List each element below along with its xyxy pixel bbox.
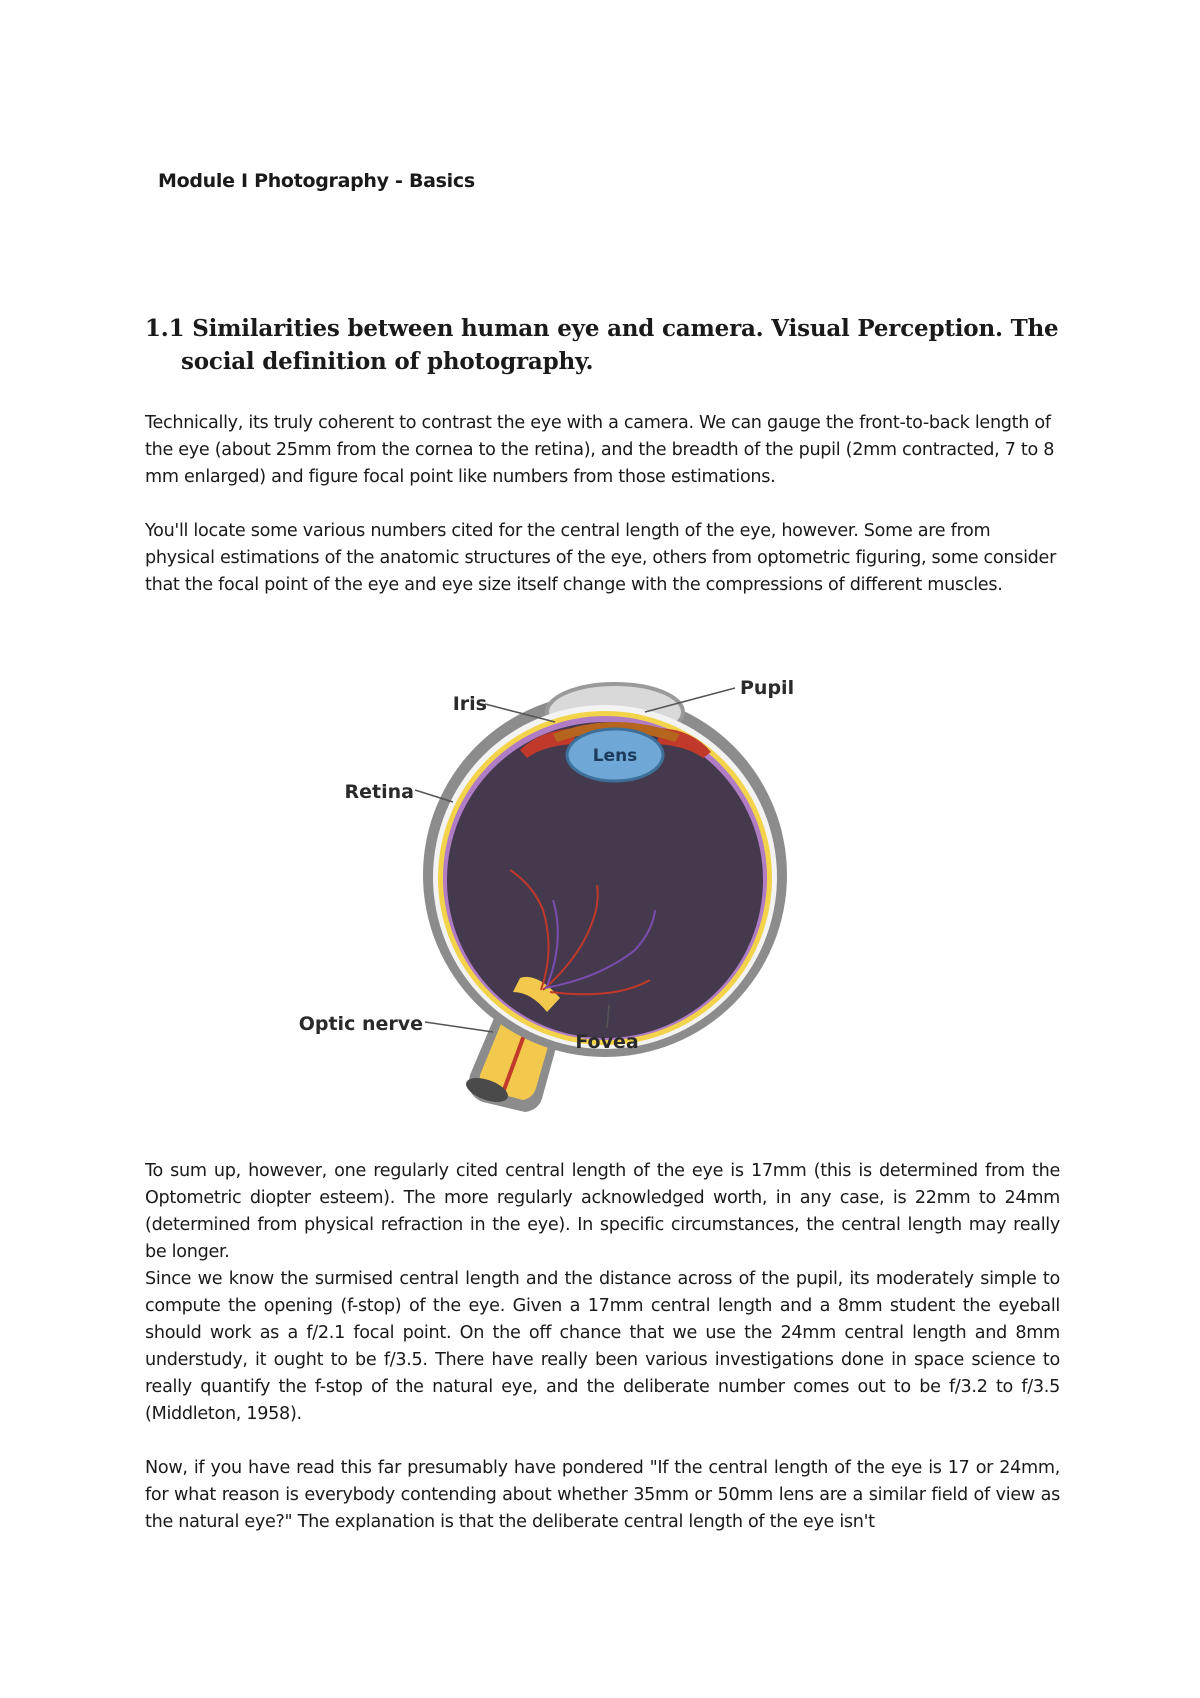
- lens-label: Lens: [592, 746, 638, 766]
- paragraph-f-stop: Since we know the surmised central length and the distance across of the pupil, its moderately simple to compute the opening (f-stop) of the eye. Given a 17mm central length and a 8mm student the eyeball should work as a f/2.1 focal point. On the off chance that we use the 24mm central length and 8mm understudy, it ought to be f/3.5. There have really been various investigations done in space science to really quantify the f-stop of the natural eye, and the deliberate number comes out to be f/3.2 to f/3.5 (Middleton, 1958).: [145, 1269, 1060, 1424]
- module-title: Module I Photography - Basics: [158, 170, 475, 192]
- optic-nerve-leader: [425, 1022, 493, 1032]
- paragraph-field-of-view: Now, if you have read this far presumably have pondered "If the central length of the eye is 17 or 24mm, for what reason is everybody contending about whether 35mm or 50mm lens are a similar field of view as the natural eye?" The explanation is that the deliberate central length of the eye isn't: [145, 1458, 1060, 1532]
- paragraph-eye-measurements: Technically, its truly coherent to contrast the eye with a camera. We can gauge the front-to-back length of the eye (about 25mm from the cornea to the retina), and the breadth of the pupil (2mm contracted, 7 to 8 mm enlarged) and figure focal point like numbers from those estimations.: [145, 413, 1055, 487]
- retina-label: Retina: [344, 781, 414, 803]
- optic-nerve-label: Optic nerve: [298, 1013, 423, 1035]
- focal-length-summary: [145, 1158, 1060, 1428]
- section-heading: 1.1 Similarities between human eye and camera. Visual Perception. The social definition of photography.: [145, 315, 1059, 375]
- eye-anatomy-diagram: [298, 660, 835, 1135]
- fovea-label: Fovea: [575, 1031, 639, 1053]
- pupil-label: Pupil: [740, 677, 795, 699]
- iris-label: Iris: [452, 693, 487, 715]
- paragraph-cited-focal-length: To sum up, however, one regularly cited central length of the eye is 17mm (this is determined from the Optometric diopter esteem). The more regularly acknowledged worth, in any case, is 22mm to 24mm (determined from physical refraction in the eye). In specific circumstances, the central length may really be longer.: [145, 1161, 1060, 1262]
- paragraph-focal-length-numbers: You'll locate some various numbers cited for the central length of the eye, however. Some are from physical estimations of the anatomic structures of the eye, others from optometric figuring, some consider that the focal point of the eye and eye size itself change with the compressions of different muscles.: [145, 521, 1057, 595]
- eye-anatomy-figure: [298, 660, 835, 1135]
